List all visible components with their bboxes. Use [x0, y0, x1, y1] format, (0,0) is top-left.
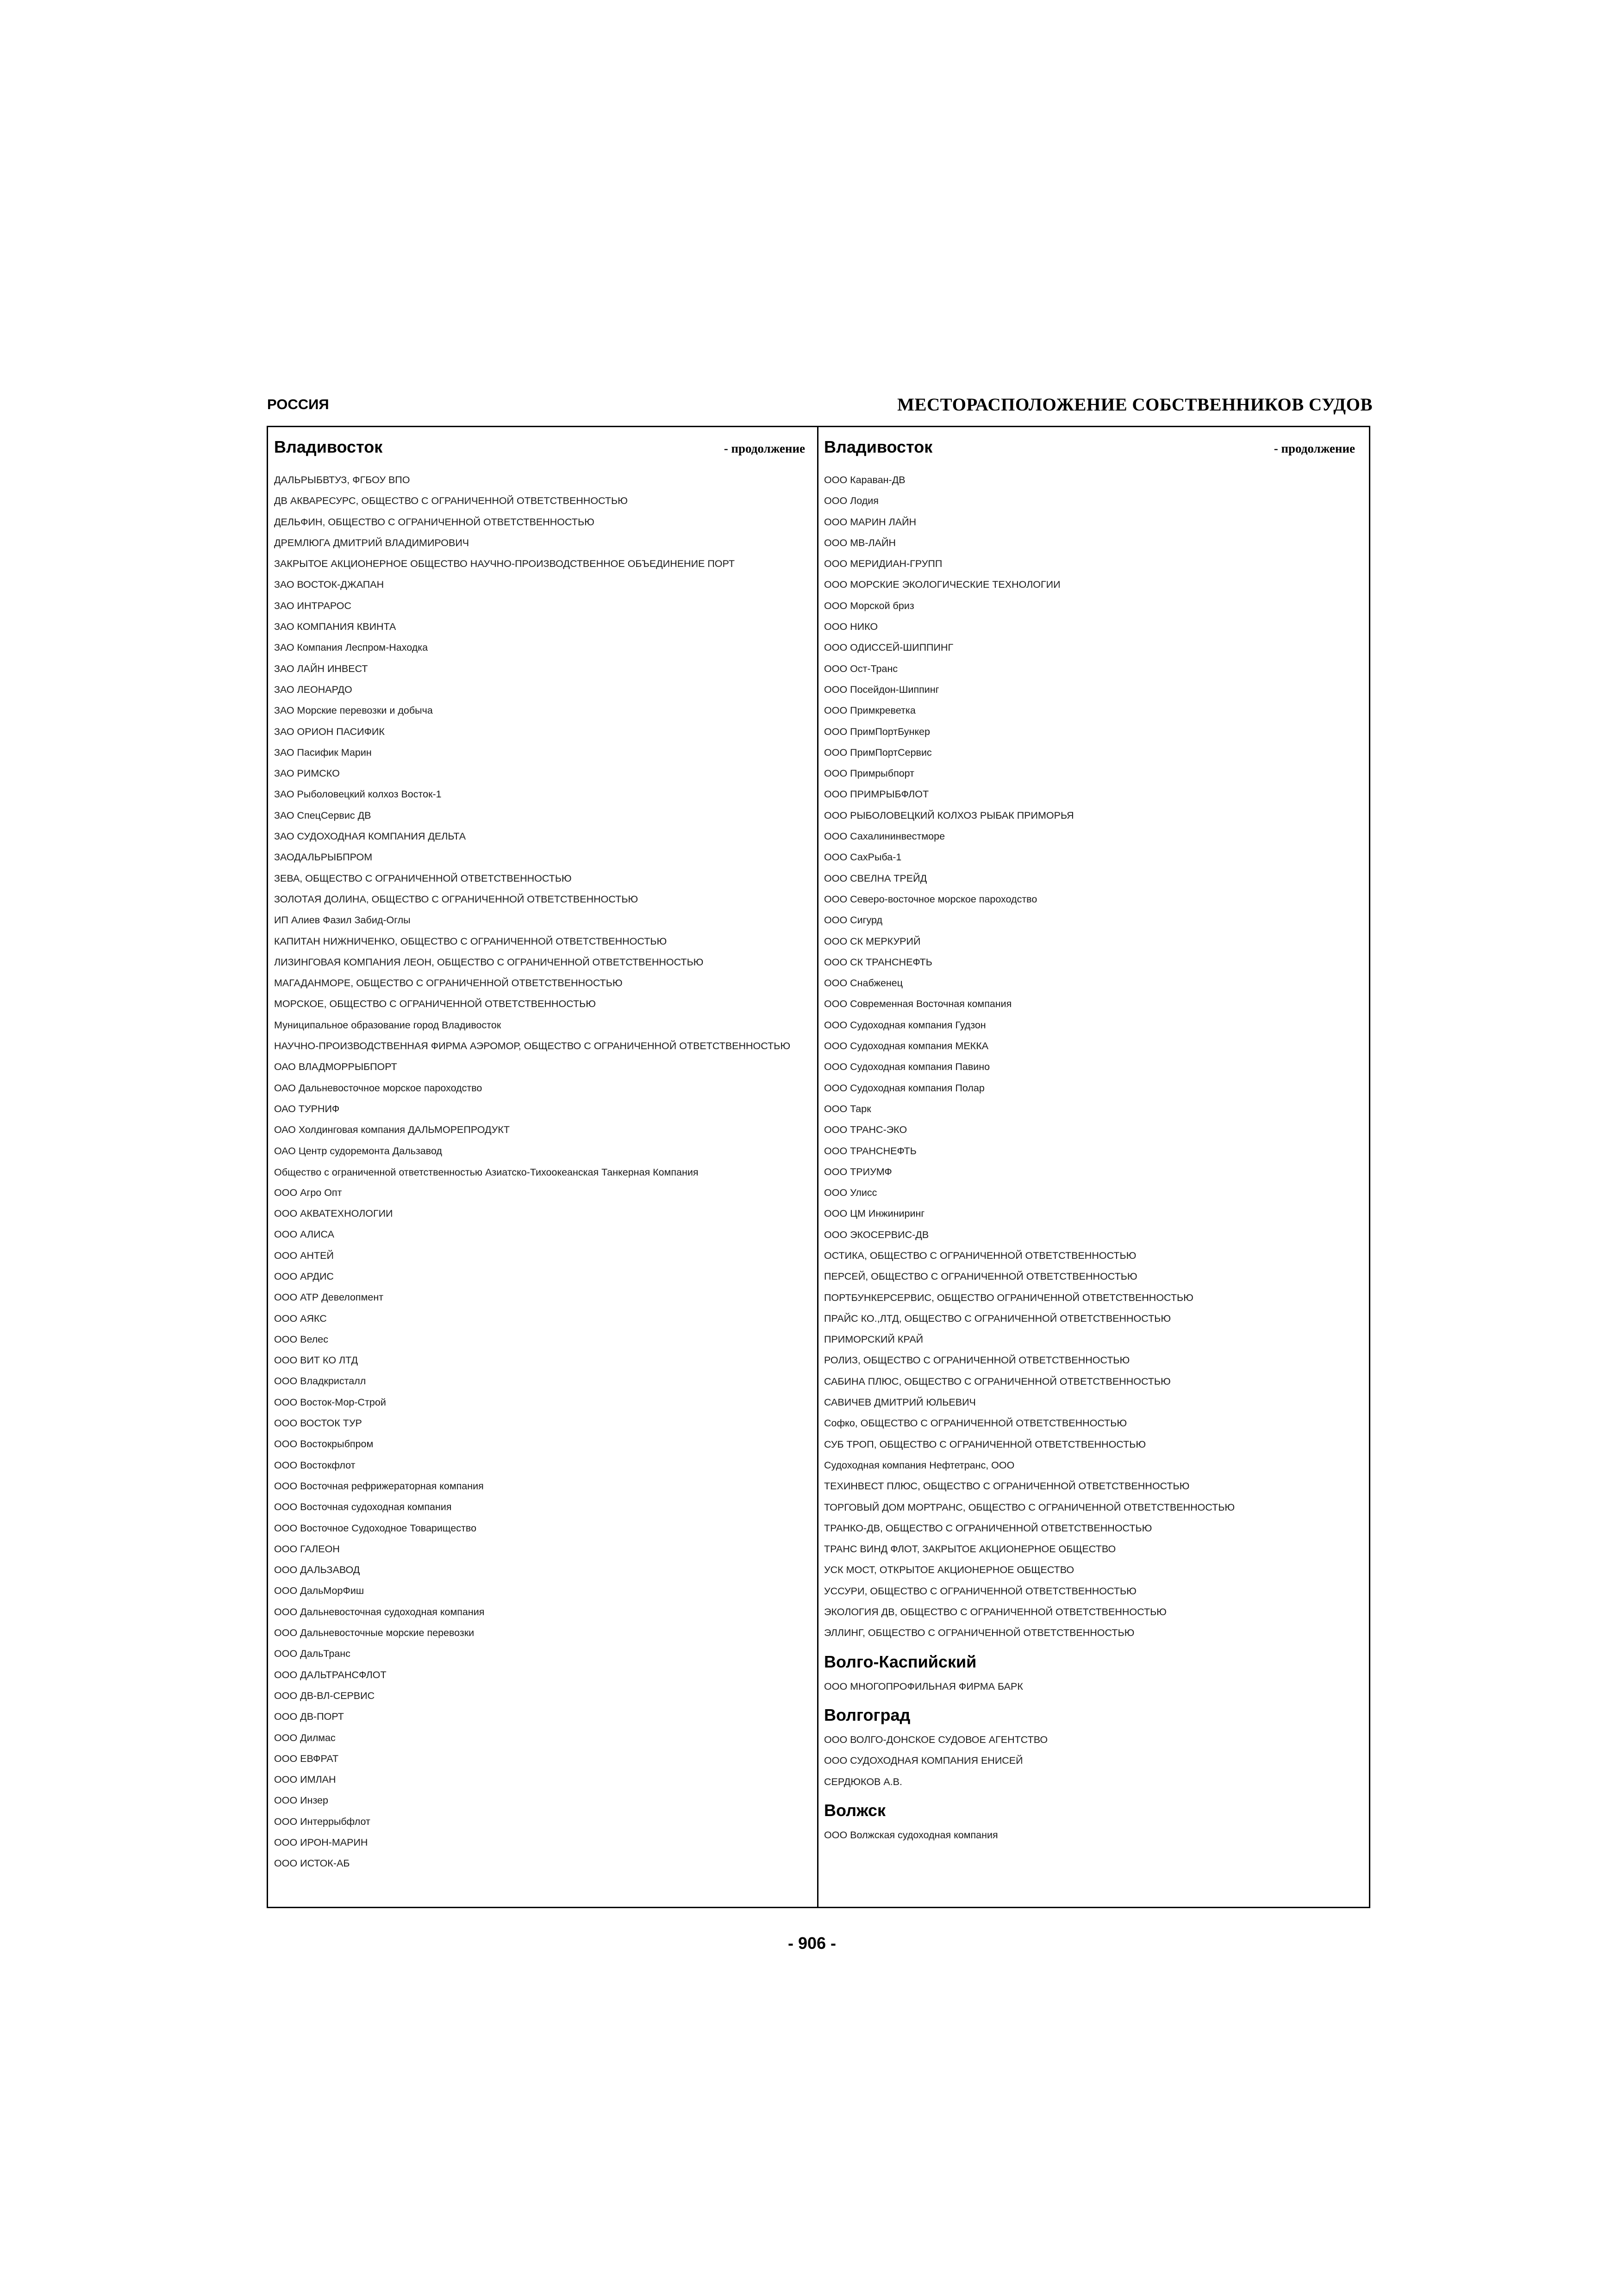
owner-entry: САВИЧЕВ ДМИТРИЙ ЮЛЬЕВИЧ: [824, 1397, 976, 1408]
owner-entry: ООО Инзер: [274, 1795, 329, 1806]
city-heading: Владивосток: [824, 437, 933, 456]
continued-label: - продолжение: [1274, 442, 1355, 455]
owner-entry: ОАО Холдинговая компания ДАЛЬМОРЕПРОДУКТ: [274, 1124, 510, 1136]
owner-entry: ООО ТРАНС-ЭКО: [824, 1124, 907, 1136]
owner-entry: ООО Современная Восточная компания: [824, 998, 1012, 1010]
owner-entry: ООО АКВАТЕХНОЛОГИИ: [274, 1208, 393, 1220]
owner-entry: ООО Тарк: [824, 1103, 871, 1114]
owner-entry: ООО СахРыба-1: [824, 852, 902, 863]
owner-entry: УССУРИ, ОБЩЕСТВО С ОГРАНИЧЕННОЙ ОТВЕТСТВЕННОСТЬЮ: [824, 1585, 1137, 1597]
owner-entry: ООО АТР Девелопмент: [274, 1292, 384, 1303]
owner-entry: ООО ДальТранс: [274, 1648, 350, 1660]
owner-entry: УСК МОСТ, ОТКРЫТОЕ АКЦИОНЕРНОЕ ОБЩЕСТВО: [824, 1564, 1074, 1576]
owner-entry: ООО ГАЛЕОН: [274, 1543, 340, 1555]
owner-entry: ООО ТРИУМФ: [824, 1166, 892, 1177]
owner-entry: ООО ЕВФРАТ: [274, 1753, 339, 1764]
owner-entry: ДАЛЬРЫБВТУЗ, ФГБОУ ВПО: [274, 474, 410, 485]
additional-cities: [824, 1648, 1355, 1846]
owner-entry: ЗАО РИМСКО: [274, 768, 340, 779]
owner-entry: ООО Лодия: [824, 495, 879, 507]
owner-list: [274, 470, 805, 1874]
owner-entry: Муниципальное образование город Владивосток: [274, 1019, 501, 1031]
owner-entry: ООО ВОЛГО-ДОНСКОЕ СУДОВОЕ АГЕНТСТВО: [824, 1734, 1048, 1745]
owner-entry: ЗАО Морские перевозки и добыча: [274, 705, 433, 716]
owner-entry: ООО Востокфлот: [274, 1459, 356, 1471]
owner-entry: ЗАО Компания Леспром-Находка: [274, 642, 428, 653]
owner-entry: ДРЕМЛЮГА ДМИТРИЙ ВЛАДИМИРОВИЧ: [274, 537, 469, 548]
owner-entry: ООО МНОГОПРОФИЛЬНАЯ ФИРМА БАРК: [824, 1680, 1023, 1692]
owner-entry: Общество с ограниченной ответственностью Азиатско-Тихоокеанская Танкерная Компания: [274, 1166, 699, 1178]
owner-entry: СУБ ТРОП, ОБЩЕСТВО С ОГРАНИЧЕННОЙ ОТВЕТСТВЕННОСТЬЮ: [824, 1438, 1146, 1450]
owner-entry: ООО МОРСКИЕ ЭКОЛОГИЧЕСКИЕ ТЕХНОЛОГИИ: [824, 579, 1061, 591]
owner-entry: ООО Морской бриз: [824, 600, 914, 611]
owner-entry: ООО Ост-Транс: [824, 663, 898, 674]
owner-entry: Софко, ОБЩЕСТВО С ОГРАНИЧЕННОЙ ОТВЕТСТВЕННОСТЬЮ: [824, 1418, 1127, 1429]
owner-entry: ЗЕВА, ОБЩЕСТВО С ОГРАНИЧЕННОЙ ОТВЕТСТВЕННОСТЬЮ: [274, 872, 572, 884]
owner-entry: ЗОЛОТАЯ ДОЛИНА, ОБЩЕСТВО С ОГРАНИЧЕННОЙ ОТВЕТСТВЕННОСТЬЮ: [274, 893, 638, 905]
owner-entry: ООО ИРОН-МАРИН: [274, 1837, 368, 1848]
owner-entry: ООО ВОСТОК ТУР: [274, 1418, 362, 1429]
owner-list: [824, 1676, 1355, 1697]
owner-entry: ООО Примкреветка: [824, 705, 916, 716]
owner-entry: ООО Востокрыбпром: [274, 1438, 374, 1450]
page-section-title: МЕСТОРАСПОЛОЖЕНИЕ СОБСТВЕННИКОВ СУДОВ: [897, 395, 1373, 415]
owner-entry: ООО ОДИССЕЙ-ШИППИНГ: [824, 642, 954, 653]
owner-entry: ООО Караван-ДВ: [824, 474, 906, 485]
owner-entry: ООО ДАЛЬЗАВОД: [274, 1564, 360, 1576]
owner-entry: ООО СК МЕРКУРИЙ: [824, 935, 921, 947]
owner-entry: ООО Велес: [274, 1333, 328, 1345]
owner-entry: ЗАОДАЛЬРЫБПРОМ: [274, 852, 373, 863]
owner-entry: ООО ПримПортБункер: [824, 726, 930, 737]
owner-entry: ООО ДальМорФиш: [274, 1585, 364, 1597]
owner-entry: ООО Судоходная компания Полар: [824, 1082, 985, 1094]
owner-entry: ООО Восточное Судоходное Товарищество: [274, 1522, 477, 1534]
owner-entry: ООО Судоходная компания МЕККА: [824, 1040, 989, 1052]
owner-entry: ЗАО ИНТРАРОС: [274, 600, 352, 611]
owner-entry: ТРАНКО-ДВ, ОБЩЕСТВО С ОГРАНИЧЕННОЙ ОТВЕТСТВЕННОСТЬЮ: [824, 1522, 1152, 1534]
owner-entry: ООО ВИТ КО ЛТД: [274, 1355, 358, 1366]
owner-entry: МАГАДАНМОРЕ, ОБЩЕСТВО С ОГРАНИЧЕННОЙ ОТВЕТСТВЕННОСТЬЮ: [274, 977, 623, 989]
right-column: [818, 427, 1369, 1907]
owner-entry: НАУЧНО-ПРОИЗВОДСТВЕННАЯ ФИРМА АЭРОМОР, ОБЩЕСТВО С ОГРАНИЧЕННОЙ ОТВЕТСТВЕННОСТЬЮ: [274, 1040, 791, 1052]
city-heading: Волгоград: [824, 1705, 911, 1724]
page-number: - 906 -: [787, 1934, 837, 1953]
owner-entry: ООО Волжская судоходная компания: [824, 1829, 998, 1841]
city-section: [824, 1648, 1355, 1697]
owner-entry: ООО Северо-восточное морское пароходство: [824, 893, 1037, 905]
city-section: [824, 1701, 1355, 1792]
owner-entry: ЗАО КОМПАНИЯ КВИНТА: [274, 621, 396, 633]
owner-entry: ЛИЗИНГОВАЯ КОМПАНИЯ ЛЕОН, ОБЩЕСТВО С ОГРАНИЧЕННОЙ ОТВЕТСТВЕННОСТЬЮ: [274, 956, 704, 968]
owner-list: [824, 1825, 1355, 1846]
owner-list: [824, 1730, 1355, 1792]
owner-entry: ООО МЕРИДИАН-ГРУПП: [824, 558, 943, 570]
city-heading: Волго-Каспийский: [824, 1652, 977, 1671]
owner-entry: ООО Интеррыбфлот: [274, 1816, 370, 1827]
owner-entry: ЗАО ВОСТОК-ДЖАПАН: [274, 579, 384, 591]
owner-entry: ООО АРДИС: [274, 1270, 334, 1282]
city-section: [824, 1796, 1355, 1846]
owner-entry: ООО ЭКОСЕРВИС-ДВ: [824, 1229, 929, 1240]
owner-entry: ООО Улисс: [824, 1187, 877, 1199]
owner-entry: ОАО ВЛАДМОРРЫБПОРТ: [274, 1061, 397, 1073]
owner-entry: ООО НИКО: [824, 621, 878, 633]
owner-entry: ЗАО ЛАЙН ИНВЕСТ: [274, 663, 368, 674]
owner-entry: ООО МАРИН ЛАЙН: [824, 516, 917, 528]
owner-entry: РОЛИЗ, ОБЩЕСТВО С ОГРАНИЧЕННОЙ ОТВЕТСТВЕННОСТЬЮ: [824, 1355, 1130, 1366]
country-header: РОССИЯ: [267, 396, 329, 412]
owner-entry: ООО ТРАНСНЕФТЬ: [824, 1145, 917, 1157]
owner-entry: ООО ЦМ Инжиниринг: [824, 1208, 925, 1220]
owner-entry: ООО СВЕЛНА ТРЕЙД: [824, 872, 927, 884]
owner-entry: ОАО Центр судоремонта Дальзавод: [274, 1145, 442, 1157]
owner-entry: ОСТИКА, ОБЩЕСТВО С ОГРАНИЧЕННОЙ ОТВЕТСТВЕННОСТЬЮ: [824, 1250, 1137, 1261]
owner-entry: ТЕХИНВЕСТ ПЛЮС, ОБЩЕСТВО С ОГРАНИЧЕННОЙ ОТВЕТСТВЕННОСТЬЮ: [824, 1481, 1190, 1492]
owner-entry: ДВ АКВАРЕСУРС, ОБЩЕСТВО С ОГРАНИЧЕННОЙ ОТВЕТСТВЕННОСТЬЮ: [274, 495, 628, 507]
owner-entry: САБИНА ПЛЮС, ОБЩЕСТВО С ОГРАНИЧЕННОЙ ОТВЕТСТВЕННОСТЬЮ: [824, 1375, 1171, 1387]
owner-entry: ООО Судоходная компания Гудзон: [824, 1019, 986, 1031]
owner-list: [824, 470, 1355, 1644]
owner-entry: ООО Сигурд: [824, 915, 883, 926]
owner-entry: ЗАО ЛЕОНАРДО: [274, 684, 352, 695]
owner-entry: ООО Примрыбпорт: [824, 768, 915, 779]
owner-entry: Судоходная компания Нефтетранс, ООО: [824, 1459, 1015, 1471]
owner-entry: ООО ИСТОК-АБ: [274, 1858, 350, 1869]
left-column: [268, 427, 818, 1907]
owner-entry: ООО АЯКС: [274, 1313, 327, 1324]
owner-entry: ООО ПРИМРЫБФЛОТ: [824, 789, 929, 800]
right-city-header: [824, 437, 1355, 470]
owner-entry: ОАО Дальневосточное морское пароходство: [274, 1082, 482, 1094]
owner-entry: ТОРГОВЫЙ ДОМ МОРТРАНС, ОБЩЕСТВО С ОГРАНИЧЕННОЙ ОТВЕТСТВЕННОСТЬЮ: [824, 1501, 1235, 1513]
owner-entry: ЭЛЛИНГ, ОБЩЕСТВО С ОГРАНИЧЕННОЙ ОТВЕТСТВЕННОСТЬЮ: [824, 1627, 1135, 1639]
owner-entry: ООО ПримПортСервис: [824, 747, 932, 758]
continued-label: - продолжение: [724, 442, 805, 455]
owner-entry: ЗАО ОРИОН ПАСИФИК: [274, 726, 385, 737]
owner-entry: ОАО ТУРНИФ: [274, 1103, 340, 1114]
owner-entry: ООО Восток-Мор-Строй: [274, 1396, 386, 1408]
owner-entry: ООО Посейдон-Шиппинг: [824, 684, 939, 695]
left-city-header: [274, 437, 805, 470]
owner-entry: ЗАО Рыболовецкий колхоз Восток-1: [274, 789, 442, 800]
owner-entry: ООО СУДОХОДНАЯ КОМПАНИЯ ЕНИСЕЙ: [824, 1755, 1023, 1767]
owner-entry: ООО АНТЕЙ: [274, 1250, 334, 1261]
owner-entry: ООО Снабженец: [824, 977, 903, 989]
owner-entry: ООО МВ-ЛАЙН: [824, 537, 896, 548]
owner-entry: ООО ДАЛЬТРАНСФЛОТ: [274, 1669, 387, 1680]
owner-entry: ООО Агро Опт: [274, 1187, 342, 1198]
owner-entry: СЕРДЮКОВ А.В.: [824, 1776, 902, 1787]
owner-entry: ООО РЫБОЛОВЕЦКИЙ КОЛХОЗ РЫБАК ПРИМОРЬЯ: [824, 809, 1074, 821]
city-heading: Волжск: [824, 1800, 886, 1820]
owner-entry: ООО ИМЛАН: [274, 1774, 336, 1786]
owner-entry: ТРАНС ВИНД ФЛОТ, ЗАКРЫТОЕ АКЦИОНЕРНОЕ ОБЩЕСТВО: [824, 1543, 1116, 1555]
listing-frame: [267, 426, 1370, 1908]
owner-entry: ООО ДВ-ВЛ-СЕРВИС: [274, 1690, 375, 1701]
owner-entry: ООО Сахалининвестморе: [824, 831, 945, 842]
owner-entry: ООО ДВ-ПОРТ: [274, 1711, 344, 1723]
owner-entry: ООО Дальневосточная судоходная компания: [274, 1606, 485, 1618]
owner-entry: МОРСКОЕ, ОБЩЕСТВО С ОГРАНИЧЕННОЙ ОТВЕТСТВЕННОСТЬЮ: [274, 998, 596, 1010]
owner-entry: ООО Судоходная компания Павино: [824, 1061, 990, 1073]
owner-entry: ПРАЙС КО.,ЛТД, ОБЩЕСТВО С ОГРАНИЧЕННОЙ ОТВЕТСТВЕННОСТЬЮ: [824, 1313, 1171, 1324]
owner-entry: ООО Восточная судоходная компания: [274, 1501, 452, 1513]
owner-entry: ООО Дилмас: [274, 1732, 336, 1743]
city-heading: Владивосток: [274, 437, 383, 456]
owner-entry: КАПИТАН НИЖНИЧЕНКО, ОБЩЕСТВО С ОГРАНИЧЕННОЙ ОТВЕТСТВЕННОСТЬЮ: [274, 935, 667, 947]
owner-entry: ИП Алиев Фазил Забид-Оглы: [274, 915, 411, 926]
owner-entry: ООО Владкристалл: [274, 1375, 366, 1387]
owner-entry: ООО АЛИСА: [274, 1229, 334, 1240]
owner-entry: ЭКОЛОГИЯ ДВ, ОБЩЕСТВО С ОГРАНИЧЕННОЙ ОТВЕТСТВЕННОСТЬЮ: [824, 1606, 1167, 1618]
owner-entry: ЗАКРЫТОЕ АКЦИОНЕРНОЕ ОБЩЕСТВО НАУЧНО-ПРОИЗВОДСТВЕННОЕ ОБЪЕДИНЕНИЕ ПОРТ: [274, 558, 735, 570]
owner-entry: ЗАО СУДОХОДНАЯ КОМПАНИЯ ДЕЛЬТА: [274, 831, 466, 842]
owner-entry: ЗАО Пасифик Марин: [274, 747, 372, 758]
owner-entry: ПОРТБУНКЕРСЕРВИС, ОБЩЕСТВО ОГРАНИЧЕННОЙ ОТВЕТСТВЕННОСТЬЮ: [824, 1292, 1193, 1303]
owner-entry: ПРИМОРСКИЙ КРАЙ: [824, 1334, 924, 1345]
owner-entry: ЗАО СпецСервис ДВ: [274, 809, 371, 821]
owner-entry: ООО Восточная рефрижераторная компания: [274, 1480, 484, 1492]
owner-entry: ООО Дальневосточные морские перевозки: [274, 1627, 475, 1639]
owner-entry: ПЕРСЕЙ, ОБЩЕСТВО С ОГРАНИЧЕННОЙ ОТВЕТСТВЕННОСТЬЮ: [824, 1271, 1137, 1282]
owner-entry: ДЕЛЬФИН, ОБЩЕСТВО С ОГРАНИЧЕННОЙ ОТВЕТСТВЕННОСТЬЮ: [274, 516, 594, 528]
owner-entry: ООО СК ТРАНСНЕФТЬ: [824, 956, 932, 968]
